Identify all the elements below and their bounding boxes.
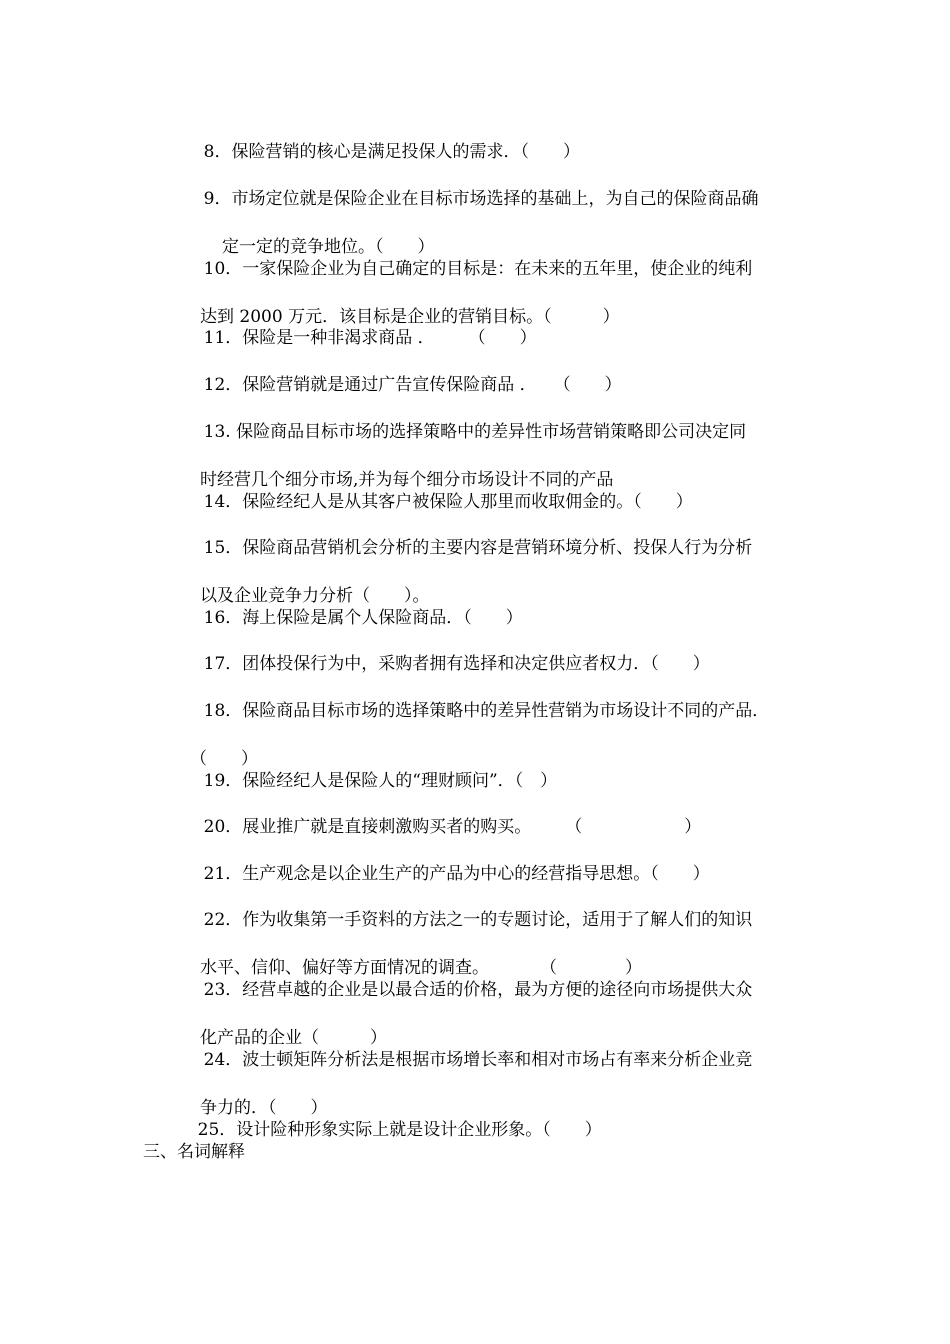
question-text: 23．经营卓越的企业是以最合适的价格，最为方便的途径向市场提供大众 [203, 980, 753, 1000]
section-heading: 三、名词解释 [143, 1142, 245, 1162]
question-continuation: 争力的．（ ） [200, 1098, 328, 1118]
question-text: 14．保险经纪人是从其客户被保险人那里而收取佣金的。（ ） [203, 492, 693, 512]
question-text: 12．保险营销就是通过广告宣传保险商品 ． （ ） [203, 375, 622, 395]
question-continuation: 水平、信仰、偏好等方面情况的调查。 （ ） [200, 958, 642, 978]
question-text: 18．保险商品目标市场的选择策略中的差异性营销为市场设计不同的产品． [203, 701, 770, 721]
question-continuation: 化产品的企业（ ） [200, 1028, 387, 1048]
question-continuation: 达到 2000 万元．该目标是企业的营销目标。（ ） [200, 307, 620, 327]
question-text: 11．保险是一种非渴求商品 ． （ ） [203, 328, 537, 348]
question-text: 24．波士顿矩阵分析法是根据市场增长率和相对市场占有率来分析企业竞 [203, 1050, 753, 1070]
question-text: 22．作为收集第一手资料的方法之一的专题讨论，适用于了解人们的知识 [203, 910, 753, 930]
question-continuation: 以及企业竞争力分析（ ）。 [200, 586, 430, 606]
question-text: 17．团体投保行为中，采购者拥有选择和决定供应者权力．（ ） [203, 654, 710, 674]
question-25 [176, 1094, 816, 1166]
question-text: 8．保险营销的核心是满足投保人的需求．（ ） [203, 142, 580, 162]
question-text: 15．保险商品营销机会分析的主要内容是营销环境分析、投保人行为分析 [203, 538, 753, 558]
question-text: 21．生产观念是以企业生产的产品为中心的经营指导思想。（ ） [203, 864, 710, 884]
question-continuation: 定一定的竞争地位。（ ） [222, 237, 435, 257]
question-text: 9．市场定位就是保险企业在目标市场选择的基础上，为自己的保险商品确 [203, 189, 759, 209]
question-continuation: （ ） [190, 749, 258, 769]
question-text: 19．保险经纪人是保险人的“理财顾问”．（ ） [203, 771, 558, 791]
question-continuation: 时经营几个细分市场,并为每个细分市场设计不同的产品 [200, 470, 614, 490]
question-text: 16．海上保险是属个人保险商品．（ ） [203, 608, 523, 628]
question-text: 20．展业推广就是直接刺激购买者的购买。 （ ） [203, 817, 702, 837]
question-text: 13. 保险商品目标市场的选择策略中的差异性市场营销策略即公司决定同 [203, 422, 747, 442]
question-text: 10．一家保险企业为自己确定的目标是：在未来的五年里，使企业的纯利 [203, 259, 753, 279]
question-text: 25．设计险种形象实际上就是设计企业形象。（ ） [197, 1120, 602, 1140]
